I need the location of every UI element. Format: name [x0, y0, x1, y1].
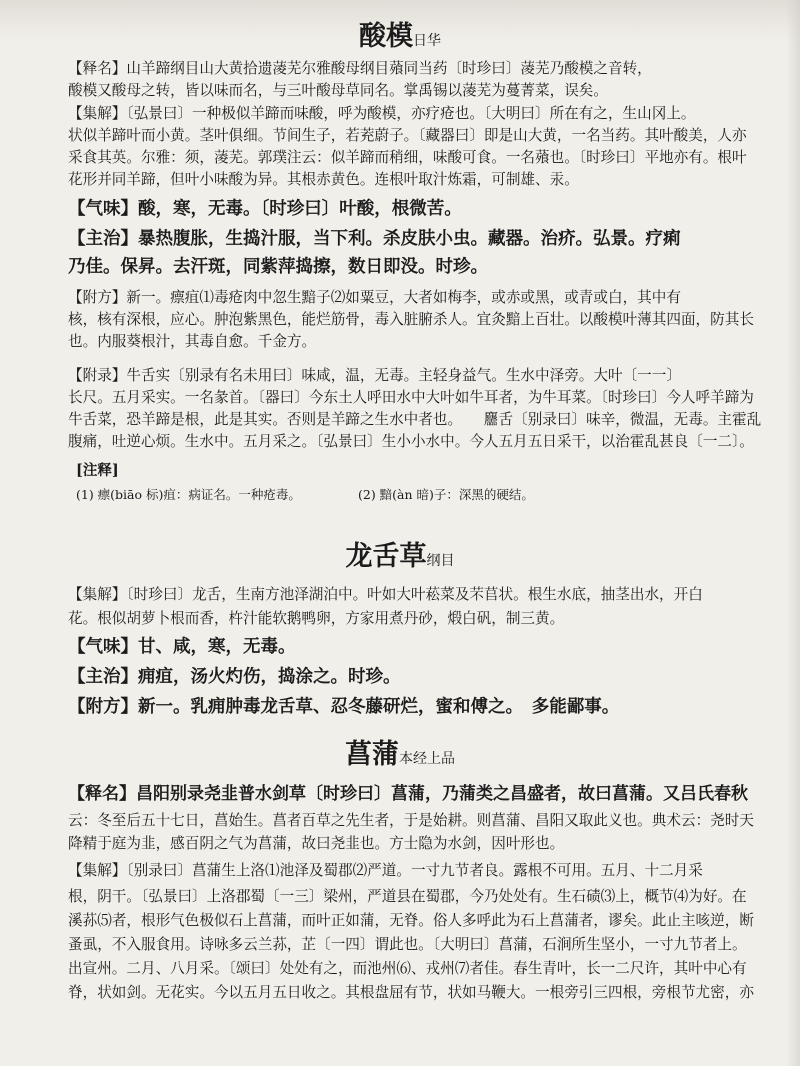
- text-line: 【释名】山羊蹄纲目山大黄拾遗蓤芜尔雅酸母纲目薞同当药〔时珍曰〕蓤芜乃酸模之音转，: [68, 60, 652, 77]
- text-line: 【主治】暴热腹胀，生捣汁服，当下利。杀皮肤小虫。藏器。治疥。弘景。疗痢: [68, 229, 681, 249]
- text-line: 【主治】痈疽，汤火灼伤，捣涂之。时珍。: [68, 667, 401, 687]
- text-line: 蚤虱，不入服食用。诗咏多云兰荪，芷〔一四〕谓此也。〔大明曰〕菖蒲，石涧所生坚小，一寸九节者上。: [68, 936, 747, 953]
- text-line: 云：冬至后五十七日，菖始生。菖者百草之先生者，于是始耕。则菖蒲、昌阳又取此义也。典术云：尧时天: [68, 812, 754, 829]
- text-line: 长尺。五月采实。一名彖首。〔器曰〕今东土人呼田水中大叶如牛耳者，为牛耳菜。〔时珍曰〕今人呼羊蹄为: [68, 389, 754, 406]
- text-line: 花形并同羊蹄，但叶小味酸为异。其根赤黄色。连根叶取汁炼霜，可制雄、汞。: [68, 171, 579, 188]
- text-line: 溪荪⑸者，根形气色极似石上菖蒲，而叶正如蒲，无脊。俗人多呼此为石上菖蒲者，谬矣。此止主咳逆，断: [68, 912, 754, 929]
- section-title-changpu: 菖蒲本经上品: [345, 739, 455, 770]
- text-line: 【集解】〔时珍曰〕龙舌，生南方池泽湖泊中。叶如大叶菘菜及芣苢状。根生水底，抽茎出水，开白: [68, 586, 703, 603]
- text-line: 核，核有深根，应心。肿泡紫黑色，能烂筋骨，毒入脏腑杀人。宜灸黯上百壮。以酸模叶薄其四面，防其长: [68, 311, 754, 328]
- text-line: 根，阴干。〔弘景曰〕上洛郡蜀〔一三〕梁州，严道县在蜀郡，今乃处处有。生石碛⑶上，概节⑷为好。在: [68, 888, 747, 905]
- text-line: 【释名】昌阳别录尧韭普水剑草〔时珍曰〕菖蒲，乃蒲类之昌盛者，故曰菖蒲。又吕氏春秋: [68, 784, 748, 804]
- text-line: 【附录】牛舌实〔别录有名未用曰〕味咸，温，无毒。主轻身益气。生水中泽旁。大叶〔一一〕: [68, 367, 681, 384]
- text-line: 降精于庭为韭，感百阴之气为菖蒲，故曰尧韭也。方士隐为水剑，因叶形也。: [68, 835, 565, 852]
- text-line: 采食其英。尔雅：须，蓤芜。郭璞注云：似羊蹄而稍细，味酸可食。一名薞也。〔时珍曰〕平地亦有。根叶: [68, 149, 747, 166]
- page-edge-shadow: [786, 0, 800, 1066]
- text-line: 牛舌菜，恐羊蹄是根，此是其实。否则是羊蹄之生水中者也。 麢舌〔别录曰〕味辛，微温，无毒。主霍乱: [68, 411, 762, 428]
- text-line: 腹痛，吐逆心烦。生水中。五月采之。〔弘景曰〕生小小水中。今人五月五日采干，以治霍乱甚良〔一二〕。: [68, 433, 754, 450]
- section-title-suanmo: 酸模日华: [359, 21, 441, 52]
- text-line: 【附方】新一。瘭疽⑴毒疮肉中忽生黯子⑵如粟豆，大者如梅李，或赤或黑，或青或白，其中有: [68, 289, 681, 306]
- notes-label: [注释]: [76, 462, 119, 479]
- text-line: 也。内服葵根汁，其毒自愈。千金方。: [68, 333, 317, 350]
- note-item: (1) 瘭(biāo 标)疽：病证名。一种疮毒。: [76, 487, 301, 502]
- note-item: (2) 黯(àn 暗)子：深黑的硬结。: [358, 487, 534, 502]
- text-line: 出宣州。二月、八月采。〔颂曰〕处处有之，而池州⑹、戎州⑺者佳。春生青叶，长一二尺许，其叶中心有: [68, 960, 747, 977]
- text-line: 状似羊蹄叶而小黄。茎叶俱细。节间生子，若茺蔚子。〔藏器曰〕即是山大黄，一名当药。其叶酸美，人亦: [68, 127, 747, 144]
- text-line: 【集解】〔别录曰〕菖蒲生上洛⑴池泽及蜀郡⑵严道。一寸九节者良。露根不可用。五月、十二月采: [68, 862, 703, 879]
- text-line: 【气味】酸，寒，无毒。〔时珍曰〕叶酸，根微苦。: [68, 199, 462, 219]
- text-line: 【气味】甘、咸，寒，无毒。: [68, 637, 296, 657]
- text-line: 乃佳。保昇。去汗斑，同紫萍捣擦，数日即没。时珍。: [68, 257, 488, 277]
- text-line: 酸模又酸母之转，皆以味而名，与三叶酸母草同名。掌禹锡以蓤芜为蔓菁菜，误矣。: [68, 82, 608, 99]
- text-line: 脊，状如剑。无花实。今以五月五日收之。其根盘屈有节，状如马鞭大。一根旁引三四根，旁根节尤密，亦: [68, 984, 754, 1001]
- text-line: 【集解】〔弘景曰〕一种极似羊蹄而味酸，呼为酸模，亦疗疮也。〔大明曰〕所在有之，生山冈上。: [68, 105, 696, 122]
- text-line: 【附方】新一。乳痈肿毒龙舌草、忍冬藤研烂，蜜和傅之。 多能鄙事。: [68, 697, 620, 717]
- text-line: 花。根似胡萝卜根而香，杵汁能软鹅鸭卵，方家用煮丹砂，煅白矾，制三黄。: [68, 610, 565, 627]
- section-title-longshecao: 龙舌草纲目: [345, 541, 455, 572]
